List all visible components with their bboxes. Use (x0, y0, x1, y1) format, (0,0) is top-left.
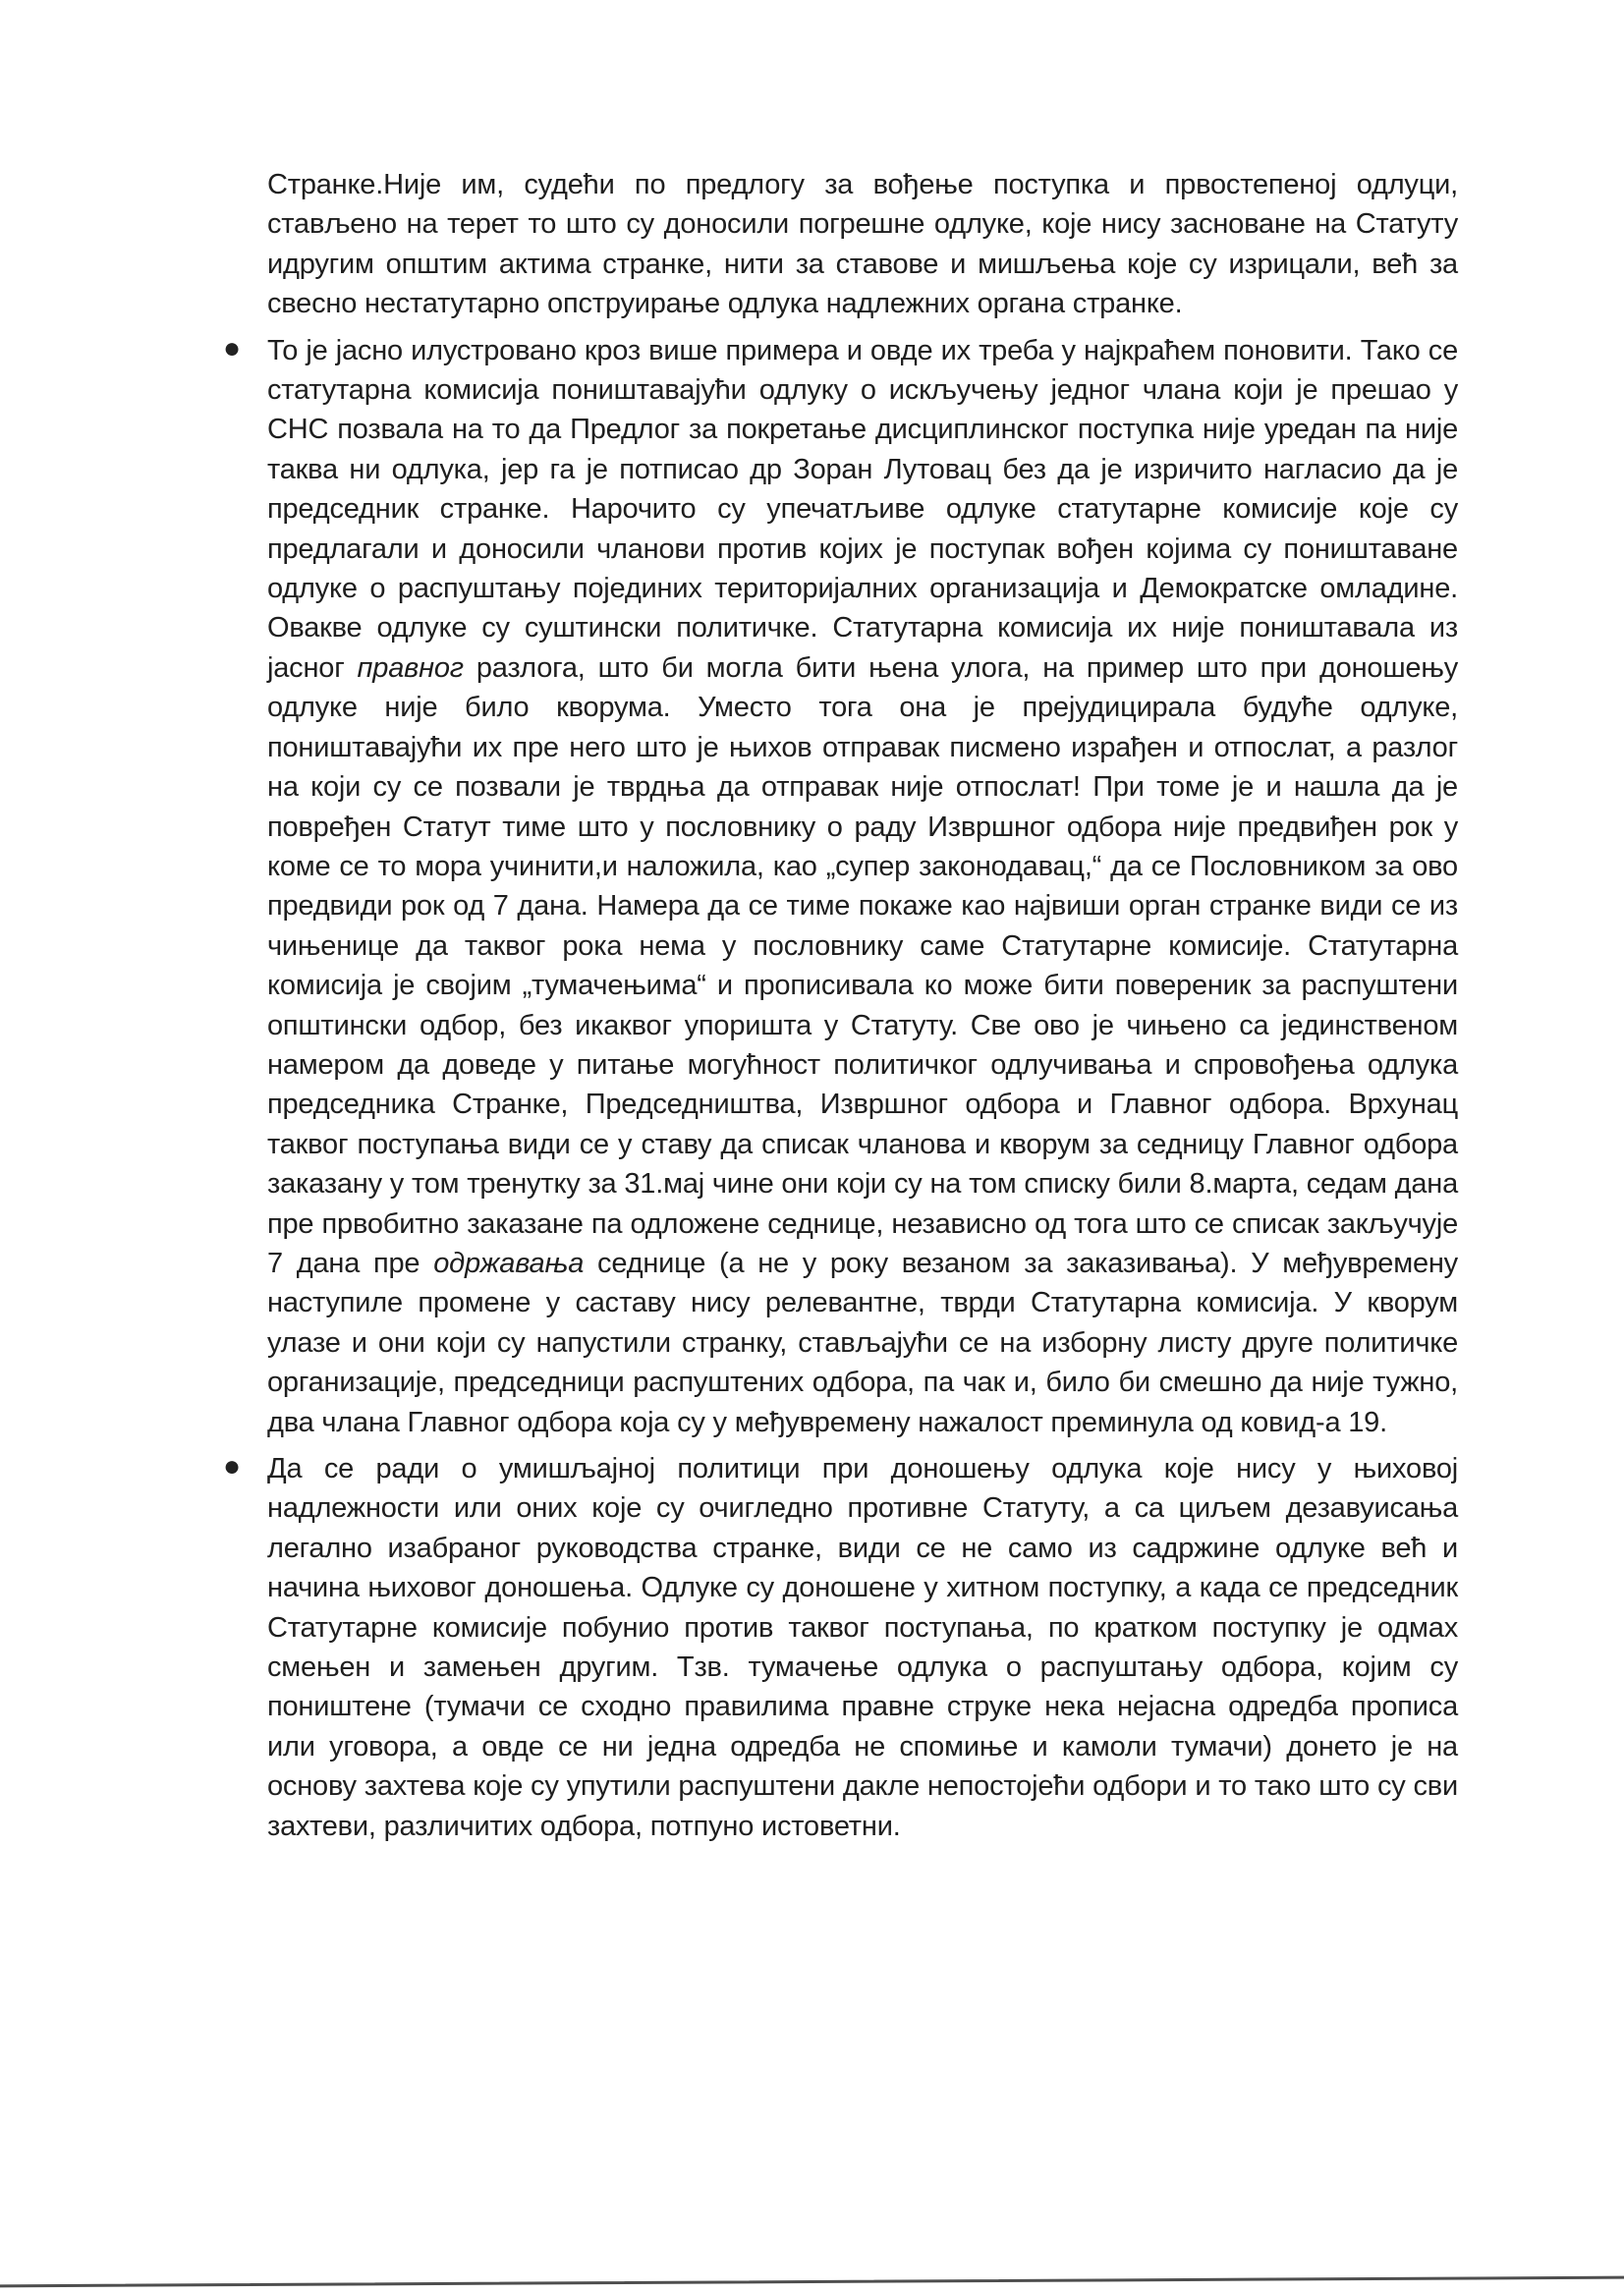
italic-text-run: одржавања (433, 1247, 585, 1279)
document-body (223, 165, 1458, 1846)
bullet-list-item (223, 1449, 1458, 1846)
bullet-icon: ● (223, 1450, 241, 1483)
scan-edge-artifact (0, 2276, 1624, 2288)
paragraph (267, 165, 1458, 324)
bullet-list-item (223, 331, 1458, 1442)
text-run: Да се ради о умишљајној политици при доношењу одлука које нису у њиховој надлежности или оних које су очигледно противне Статуту, а са циљем дезавуисања легално изабраног руководства странке, види се не само из садржине одлуке већ и начина њиховог доношења. Одлуке су доношене у хитном поступку, а када се председник Статутарне комисије побунио против таквог поступања, по кратком поступку је одмах смењен и замењен другим. Тзв. тумачење одлука о распуштању одбора, којим су поништене (тумачи се сходно правилима правне струке нека нејасна одредба прописа или уговора, а овде се ни једна одредба не спомиње и камоли тумачи) донето је на основу захтева које су упутили распуштени дакле непостојећи одбори и то тако што су сви захтеви, различитих одбора, потпуно истоветни. (267, 1453, 1458, 1842)
bullet-icon: ● (223, 331, 241, 364)
text-run: седнице (а не у року везаном за заказивања). У међувремену наступиле промене у саставу нису релевантне, тврди Статутарна комисија. У кворум улазе и они који су напустили странку, стављајући се на изборну листу друге политичке организације, председници распуштених одбора, па чак и, било би смешно да није тужно, два члана Главног одбора која су у међувремену нажалост преминула од ковид-а 19. (267, 1247, 1458, 1438)
text-run: То је јасно илустровано кроз више примера и овде их треба у најкраћем поновити. Тако се статутарна комисија поништавајући одлуку о искључењу једног члана који је прешао у СНС позвала на то да Предлог за покретање дисциплинског поступка није уредан па није таква ни одлука, јер га је потписао др Зоран Лутовац без да је изричито нагласио да је председник странке. Нарочито су упечатљиве одлуке статутарне комисије које су предлагали и доносили чланови против којих је поступак вођен којима су поништаване одлуке о распуштању појединих територијалних организација и Демократске омладине. Овакве одлуке су суштински политичке. Статутарна комисија их није поништавала из јасног (267, 334, 1458, 684)
italic-text-run: правног (357, 651, 464, 684)
text-run: разлога, што би могла бити њена улога, на пример што при доношењу одлуке није било кворума. Уместо тога она је прејудицирала будуће одлуке, поништавајући их пре него што је њихов отправак писмено израђен и отпослат, а разлог на који су се позвали је тврдња да отправак није отпослат! При томе је и нашла да је повређен Статут тиме што у пословнику о раду Извршног одбора није предвиђен рок у коме се то мора учинити,и наложила, као „супер законодавац,“ да се Пословником за ово предвиди рок од 7 дана. Намера да се тиме покаже као највиши орган странке види се из чињенице да таквог рока нема у пословнику саме Статутарне комисије. Статутарна комисија је својим „тумачењима“ и прописивала ко може бити повереник за распуштени општински одбор, без икаквог упоришта у Статуту. Све ово је чињено са јединственом намером да доведе у питање могућност политичког одлучивања и спровођења одлука председника Странке, Председништва, Извршног одбора и Главног одбора. Врхунац таквог поступања види се у ставу да списак чланова и кворум за седницу Главног одбора заказану у том тренутку за 31.мај чине они који су на том списку били 8.марта, седам дана пре првобитно заказане па одложене седнице, независно од тога што се списак закључује 7 дана пре (267, 651, 1458, 1279)
text-run: Странке.Није им, судећи по предлогу за вођење поступка и првостепеној одлуци, стављено на терет то што су доносили погрешне одлуке, које нису засноване на Статуту идругим општим актима странке, нити за ставове и мишљења које су изрицали, већ за свесно нестатутарно опструирање одлука надлежних органа странке. (267, 169, 1458, 320)
